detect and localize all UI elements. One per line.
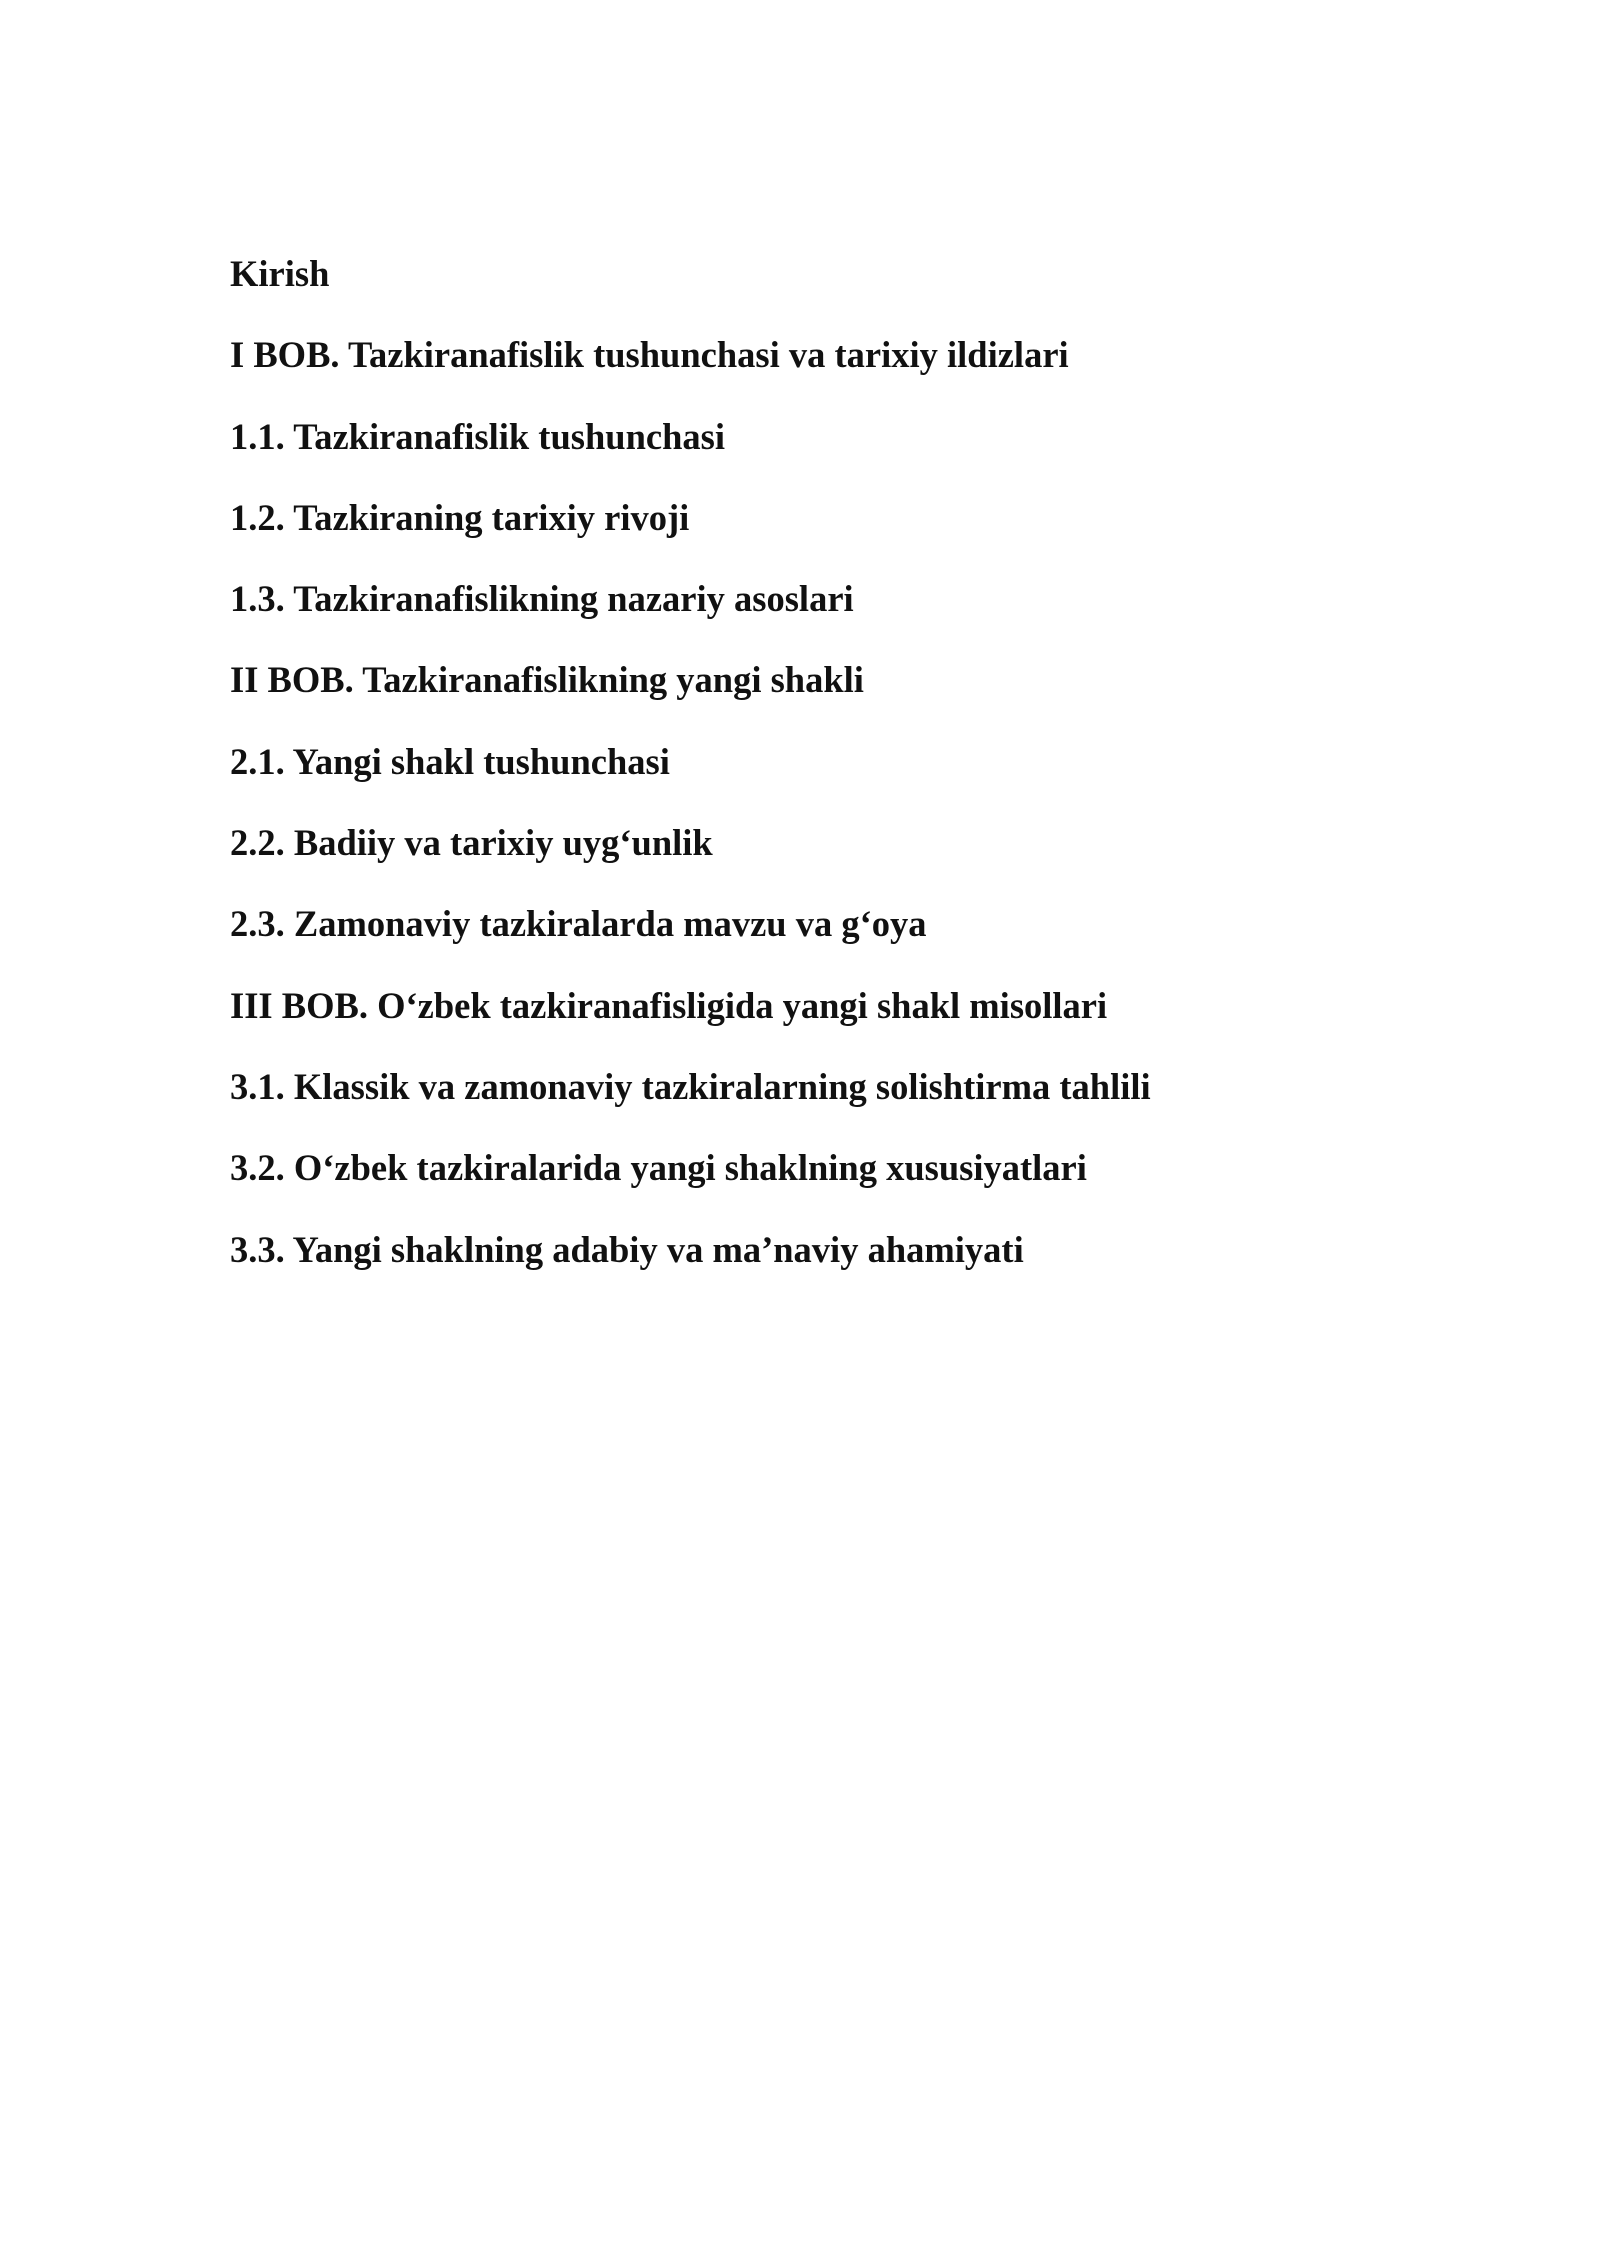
- toc-item-section-2-3: 2.3. Zamonaviy tazkiralarda mavzu va g‘oya: [230, 903, 927, 945]
- toc-item-chapter-1: I BOB. Tazkiranafislik tushunchasi va tarixiy ildizlari: [230, 334, 1069, 376]
- toc-item-chapter-3: III BOB. O‘zbek tazkiranafisligida yangi shakl misollari: [230, 984, 1108, 1026]
- toc-item-introduction: Kirish: [230, 253, 330, 294]
- toc-item-section-1-2: 1.2. Tazkiraning tarixiy rivoji: [230, 496, 690, 538]
- toc-item-section-2-1: 2.1. Yangi shakl tushunchasi: [230, 740, 670, 782]
- table-of-contents: [230, 252, 1430, 1309]
- toc-item-section-1-1: 1.1. Tazkiranafislik tushunchasi: [230, 415, 725, 457]
- toc-item-section-3-3: 3.3. Yangi shaklning adabiy va ma’naviy ahamiyati: [230, 1228, 1024, 1270]
- toc-item-section-1-3: 1.3. Tazkiranafislikning nazariy asoslari: [230, 578, 854, 620]
- toc-item-section-3-1: 3.1. Klassik va zamonaviy tazkiralarning solishtirma tahlili: [230, 1065, 1151, 1107]
- toc-item-section-2-2: 2.2. Badiiy va tarixiy uyg‘unlik: [230, 822, 713, 864]
- toc-item-chapter-2: II BOB. Tazkiranafislikning yangi shakli: [230, 659, 864, 701]
- toc-item-section-3-2: 3.2. O‘zbek tazkiralarida yangi shaklning xususiyatlari: [230, 1147, 1087, 1189]
